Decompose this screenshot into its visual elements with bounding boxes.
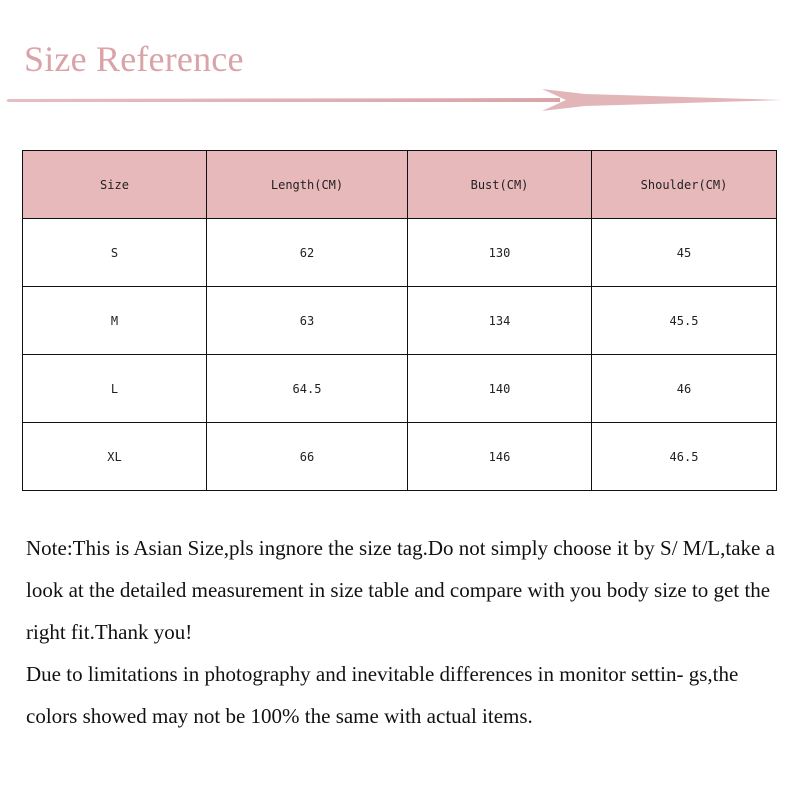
- column-header: Length(CM): [207, 151, 408, 219]
- table-cell: 134: [408, 287, 592, 355]
- table-cell: L: [23, 355, 207, 423]
- table-cell: M: [23, 287, 207, 355]
- table-cell: 45: [592, 219, 777, 287]
- table-row: [23, 219, 777, 287]
- table-cell: XL: [23, 423, 207, 491]
- note-paragraph-size: Note:This is Asian Size,pls ingnore the size tag.Do not simply choose it by S/ M/L,take a look at the detailed measurement in size table and compare with you body size to get the right fit.Thank you!: [26, 536, 775, 644]
- column-header: Bust(CM): [408, 151, 592, 219]
- note-section: [26, 527, 786, 737]
- size-table: [22, 150, 777, 491]
- table-cell: 45.5: [592, 287, 777, 355]
- table-header-row: [23, 151, 777, 219]
- table-row: [23, 423, 777, 491]
- table-cell: S: [23, 219, 207, 287]
- table-cell: 63: [207, 287, 408, 355]
- note-paragraph-color: Due to limitations in photography and inevitable differences in monitor settin- gs,the colors showed may not be 100% the same with actual items.: [26, 662, 739, 728]
- table-cell: 46.5: [592, 423, 777, 491]
- table-cell: 146: [408, 423, 592, 491]
- table-row: [23, 287, 777, 355]
- table-row: [23, 355, 777, 423]
- table-cell: 64.5: [207, 355, 408, 423]
- column-header: Size: [23, 151, 207, 219]
- table-cell: 46: [592, 355, 777, 423]
- table-cell: 66: [207, 423, 408, 491]
- table-cell: 130: [408, 219, 592, 287]
- column-header: Shoulder(CM): [592, 151, 777, 219]
- page-title: Size Reference: [24, 39, 244, 79]
- table-cell: 140: [408, 355, 592, 423]
- table-cell: 62: [207, 219, 408, 287]
- decorative-arrow: [0, 84, 800, 116]
